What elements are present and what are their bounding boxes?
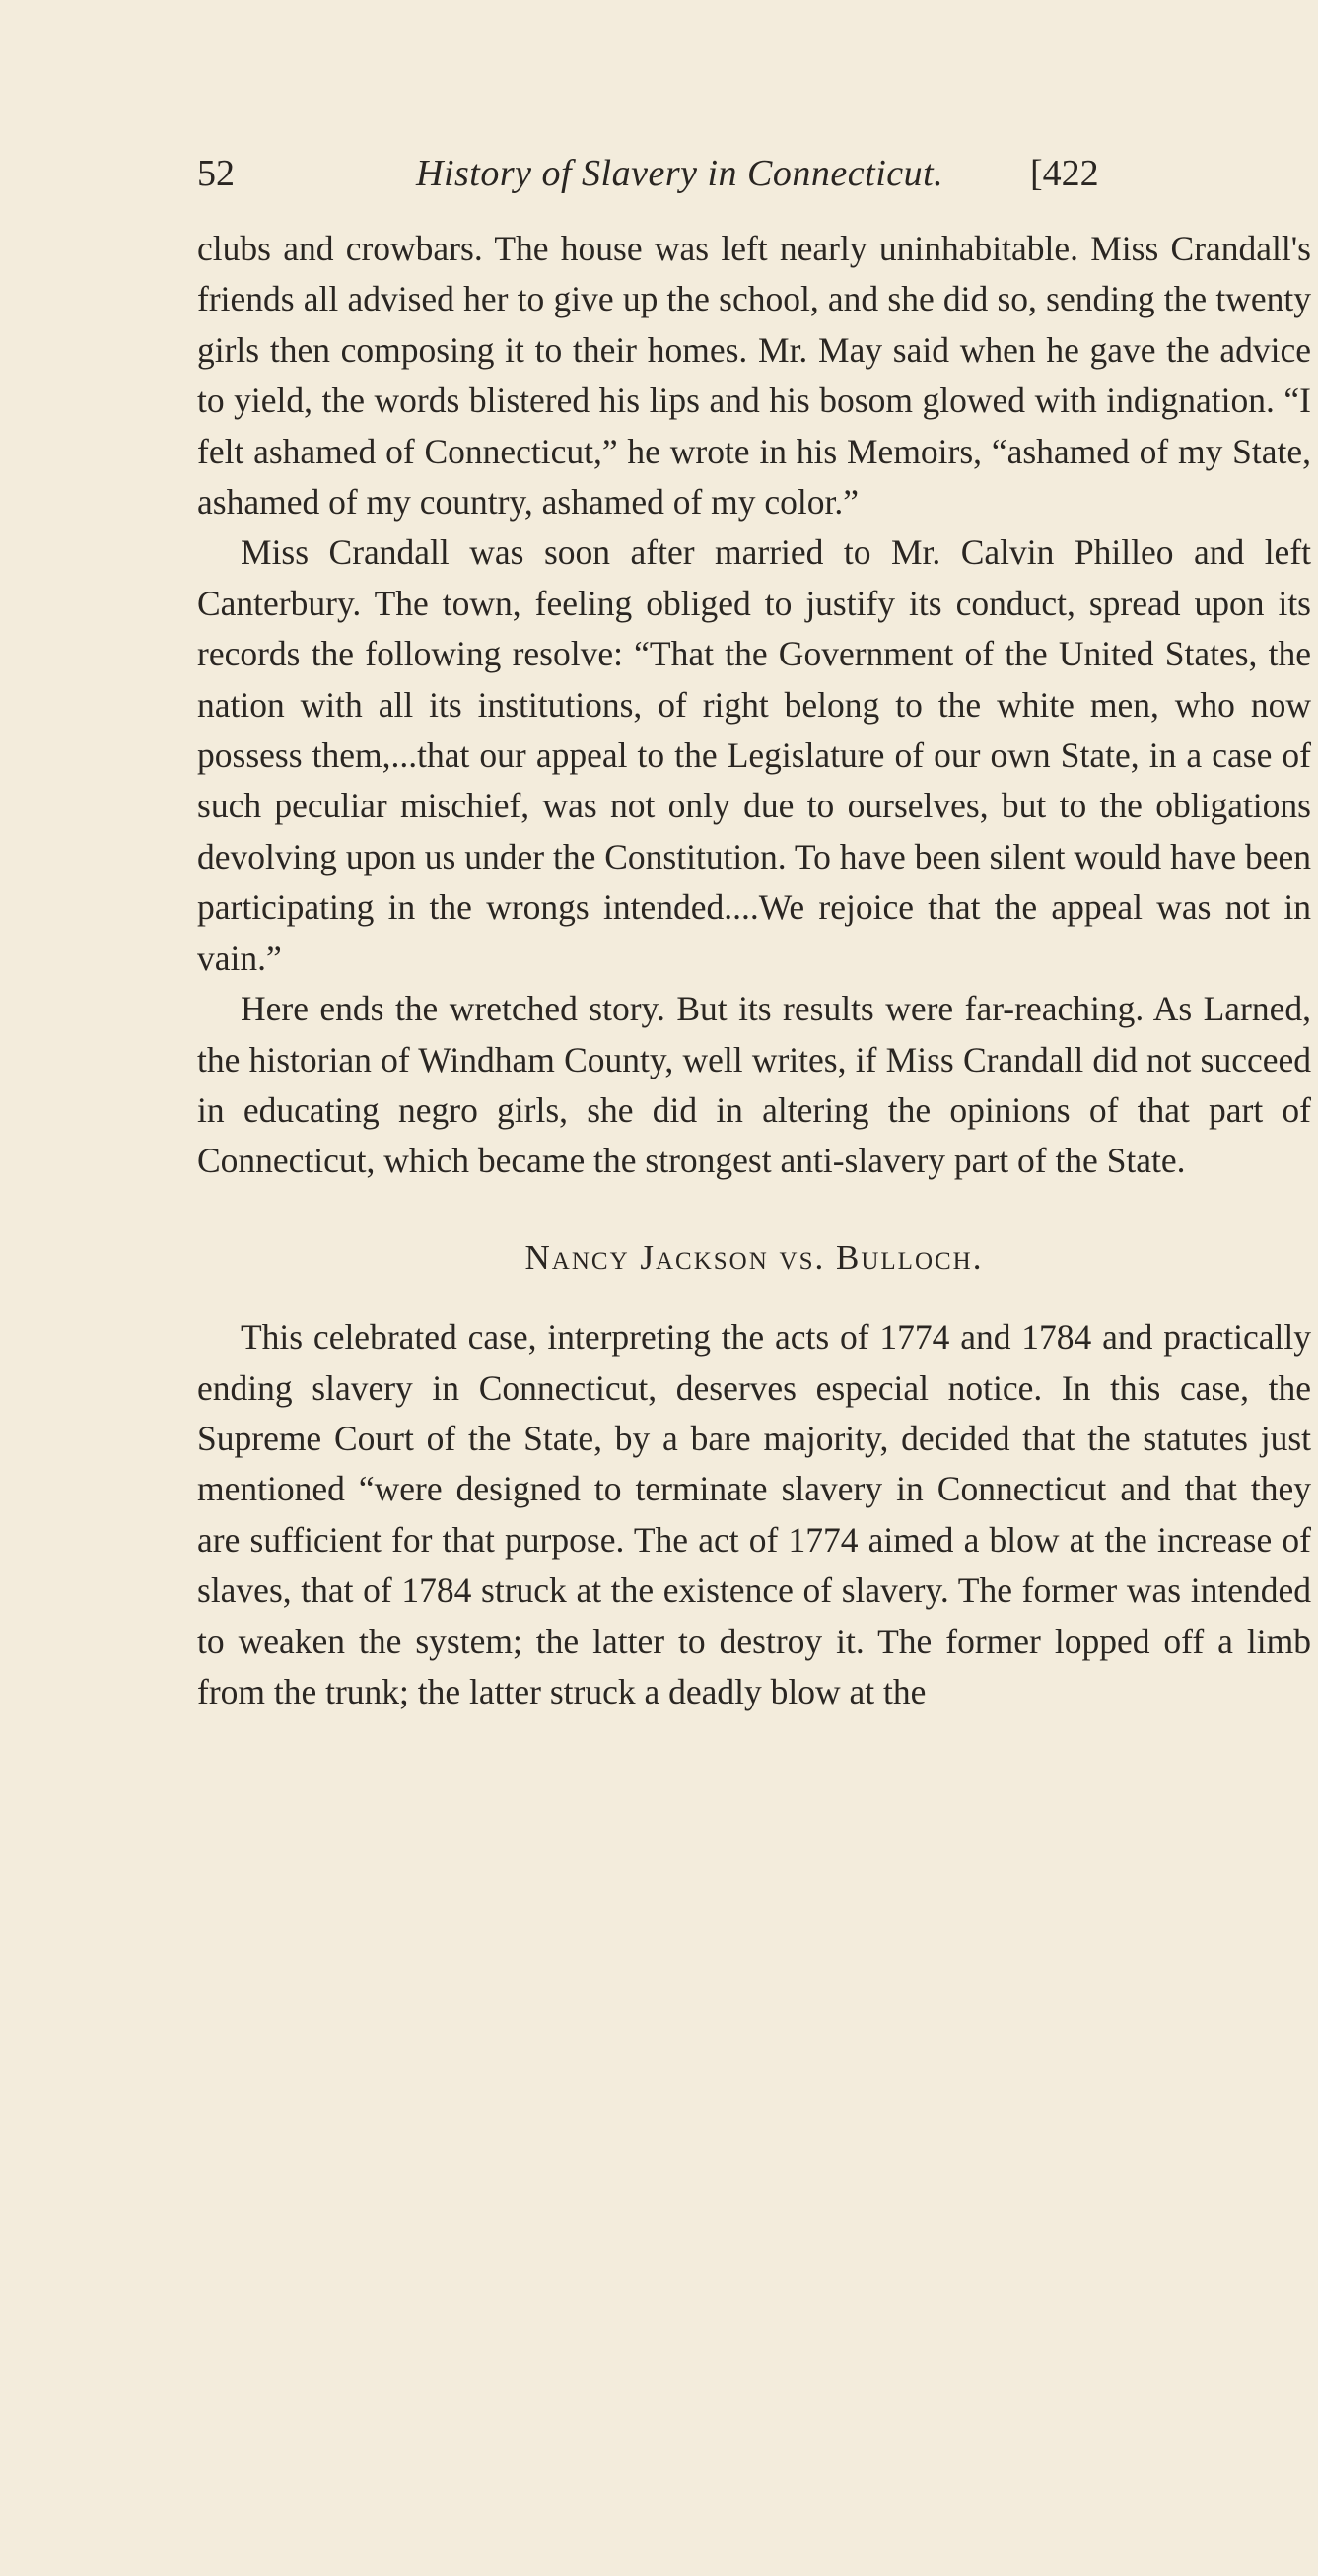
- running-title: History of Slavery in Connecticut.: [416, 153, 944, 194]
- body-text: [197, 224, 1311, 1717]
- paragraph: Here ends the wretched story. But its results were far-reaching. As Larned, the historian of Windham County, well writes, if Miss Crandall did not succeed in educating negro girls, she did in altering the opinions of that part of Connecticut, which became the strongest anti-slavery part of the State.: [197, 989, 1311, 1181]
- paragraph: Miss Crandall was soon after married to Mr. Calvin Philleo and left Canterbury. The town, feeling obliged to justify its conduct, spread upon its records the following resolve: “That the Government of the United States, the nation with all its institutions, of right belong to the white men, who now possess them,...that our appeal to the Legislature of our own State, in a case of such peculiar mischief, was not only due to ourselves, but to the obligations devolving upon us under the Constitution. To have been silent would have been participating in the wrongs intended....We rejoice that the appeal was not in vain.”: [197, 532, 1311, 978]
- paragraph: This celebrated case, interpreting the acts of 1774 and 1784 and practically ending slavery in Connecticut, deserves especial notice. In this case, the Supreme Court of the State, by a bare majority, decided that the statutes just mentioned “were designed to terminate slavery in Connecticut and that they are sufficient for that purpose. The act of 1774 aimed a blow at the increase of slaves, that of 1784 struck at the existence of slavery. The former was intended to weaken the system; the latter to destroy it. The former lopped off a limb from the trunk; the latter struck a deadly blow at the: [197, 1317, 1311, 1711]
- section-heading: Nancy Jackson vs. Bulloch.: [524, 1237, 984, 1277]
- paragraph: clubs and crowbars. The house was left nearly uninhabitable. Miss Crandall's friends all advised her to give up the school, and she did so, sending the twenty girls then composing it to their homes. Mr. May said when he gave the advice to yield, the words blistered his lips and his bosom glowed with indignation. “I felt ashamed of Connecticut,” he wrote in his Memoirs, “ashamed of my State, ashamed of my country, ashamed of my color.”: [197, 229, 1311, 522]
- page-number: 52: [197, 153, 235, 194]
- running-head: [197, 146, 1318, 201]
- page-reference: [422: [1030, 153, 1099, 194]
